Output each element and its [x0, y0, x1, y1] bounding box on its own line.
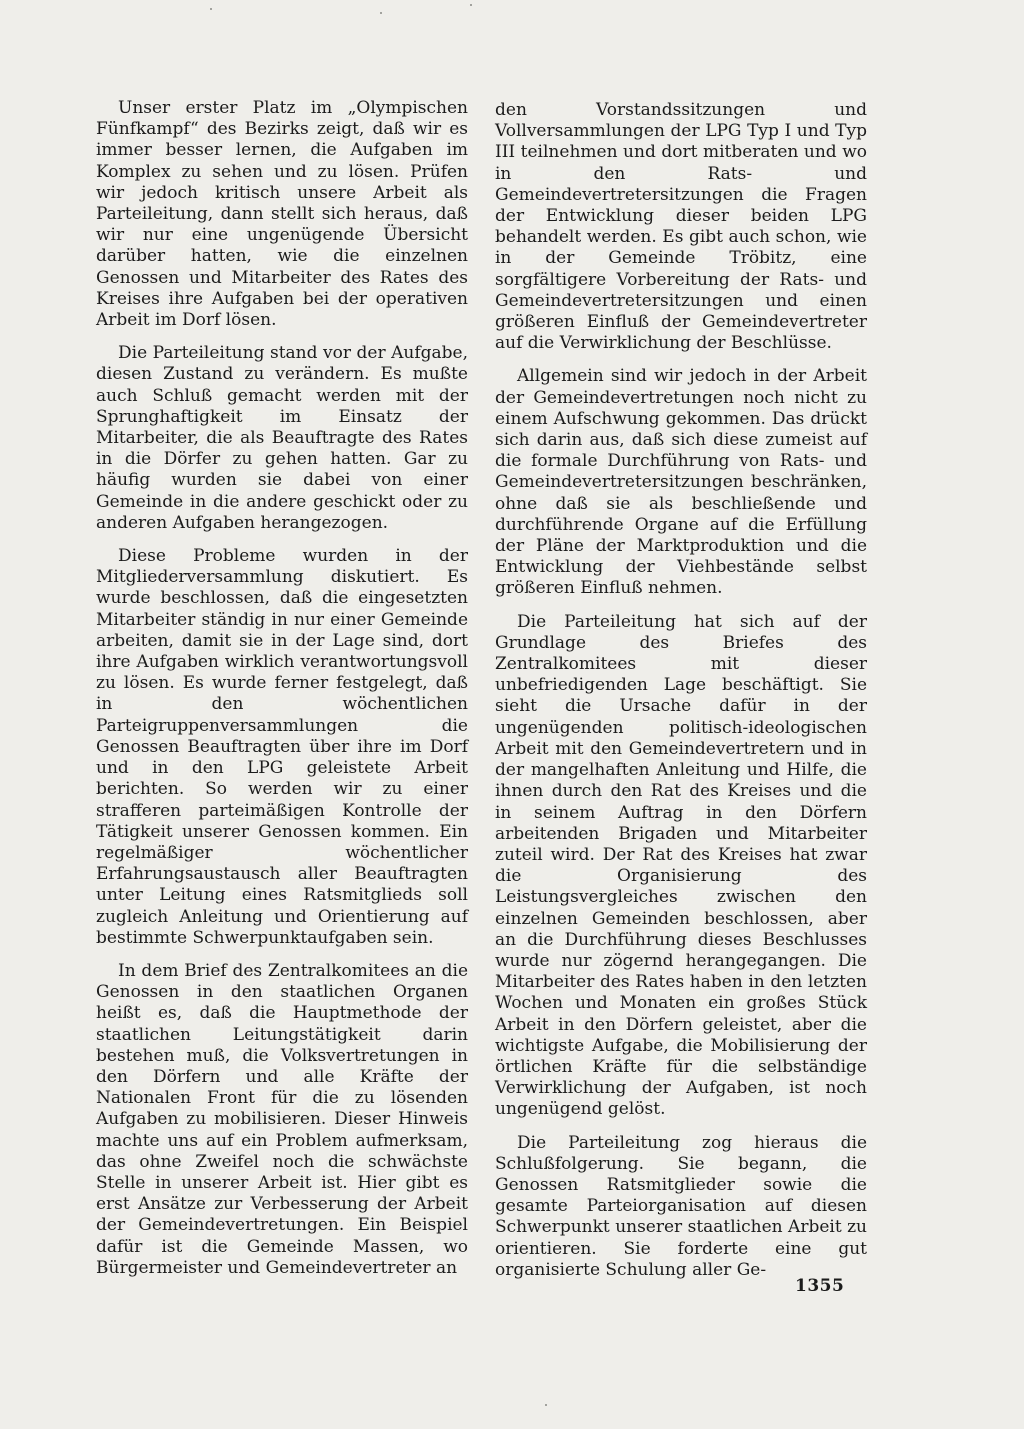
- left-column: [96, 98, 468, 1279]
- paragraph: Die Parteileitung stand vor der Aufgabe, diesen Zustand zu verändern. Es mußte auch Schluß gemacht werden mit der Sprunghaftigkeit im Einsatz der Mitarbeiter, die als Beauftragte des Rates in die Dörfer zu gehen hatten. Gar zu häufig wurden sie dabei von einer Gemeinde in die andere geschickt oder zu anderen Aufgaben herangezogen.: [96, 343, 468, 533]
- paper-speck: [545, 1404, 547, 1406]
- paragraph: Die Parteileitung zog hieraus die Schlußfolgerung. Sie begann, die Genossen Ratsmitglieder sowie die gesamte Parteiorganisation auf diesen Schwerpunkt unserer staatlichen Arbeit zu orientieren. Sie forderte eine gut organisierte Schulung aller Ge-: [495, 1132, 867, 1280]
- paragraph: Allgemein sind wir jedoch in der Arbeit der Gemeindevertretungen noch nicht zu einem Aufschwung gekommen. Das drückt sich darin aus, daß sich diese zumeist auf die formale Durchführung von Rats- und Gemeindevertretersitzungen beschränken, ohne daß sie als beschließende und durchführende Organe auf die Erfüllung der Pläne der Marktproduktion und die Entwicklung der Viehbestände selbst größeren Einfluß nehmen.: [495, 366, 867, 599]
- paper-speck: [470, 4, 472, 6]
- paper-speck: [210, 8, 212, 10]
- paper-speck: [380, 12, 382, 14]
- paragraph: den Vorstandssitzungen und Vollversammlungen der LPG Typ I und Typ III teilnehmen und dort mitberaten und wo in den Rats- und Gemeindevertretersitzungen die Fragen der Entwicklung dieser beiden LPG behandelt werden. Es gibt auch schon, wie in der Gemeinde Tröbitz, eine sorgfältigere Vorbereitung der Rats- und Gemeindevertretersitzungen und einen größeren Einfluß der Gemeindevertreter auf die Verwirklichung der Beschlüsse.: [495, 100, 867, 354]
- paragraph: Diese Probleme wurden in der Mitgliederversammlung diskutiert. Es wurde beschlossen, daß die eingesetzten Mitarbeiter ständig in nur einer Gemeinde arbeiten, damit sie in der Lage sind, dort ihre Aufgaben wirklich verantwortungsvoll zu lösen. Es wurde ferner festgelegt, daß in den wöchentlichen Parteigruppenversammlungen die Genossen Beauftragten über ihre im Dorf und in den LPG geleistete Arbeit berichten. So werden wir zu einer strafferen parteimäßigen Kontrolle der Tätigkeit unserer Genossen kommen. Ein regelmäßiger wöchentlicher Erfahrungsaustausch aller Beauftragten unter Leitung eines Ratsmitglieds soll zugleich Anleitung und Orientierung auf bestimmte Schwerpunktaufgaben sein.: [96, 546, 468, 948]
- page-number: 1355: [795, 1276, 845, 1296]
- paragraph: Die Parteileitung hat sich auf der Grundlage des Briefes des Zentralkomitees mit dieser unbefriedigenden Lage beschäftigt. Sie sieht die Ursache dafür in der ungenügenden politisch-ideologischen Arbeit mit den Gemeindevertretern und in der mangelhaften Anleitung und Hilfe, die ihnen durch den Rat des Kreises und die in seinem Auftrag in den Dörfern arbeitenden Brigaden und Mitarbeiter zuteil wird. Der Rat des Kreises hat zwar die Organisierung des Leistungsvergleiches zwischen den einzelnen Gemeinden beschlossen, aber an die Durchführung dieses Beschlusses wurde nur zögernd herangegangen. Die Mitarbeiter des Rates haben in den letzten Wochen und Monaten ein großes Stück Arbeit in den Dörfern geleistet, aber die wichtigste Aufgabe, die Mobilisierung der örtlichen Kräfte für die selbständige Verwirklichung der Aufgaben, ist noch ungenügend gelöst.: [495, 611, 867, 1120]
- right-column: [495, 100, 867, 1281]
- paragraph: In dem Brief des Zentralkomitees an die Genossen in den staatlichen Organen heißt es, daß die Hauptmethode der staatlichen Leitungstätigkeit darin bestehen muß, die Volksvertretungen in den Dörfern und alle Kräfte der Nationalen Front für die zu lösenden Aufgaben zu mobilisieren. Dieser Hinweis machte uns auf ein Problem aufmerksam, das ohne Zweifel noch die schwächste Stelle in unserer Arbeit ist. Hier gibt es erst Ansätze zur Verbesserung der Arbeit der Gemeindevertretungen. Ein Beispiel dafür ist die Gemeinde Massen, wo Bürgermeister und Gemeindevertreter an: [96, 960, 468, 1278]
- paragraph: Unser erster Platz im „Olympischen Fünfkampf“ des Bezirks zeigt, daß wir es immer besser lernen, die Aufgaben im Komplex zu sehen und zu lösen. Prüfen wir jedoch kritisch unsere Arbeit als Parteileitung, dann stellt sich heraus, daß wir nur eine ungenügende Übersicht darüber hatten, wie die einzelnen Genossen und Mitarbeiter des Rates des Kreises ihre Aufgaben bei der operativen Arbeit im Dorf lösen.: [96, 98, 468, 331]
